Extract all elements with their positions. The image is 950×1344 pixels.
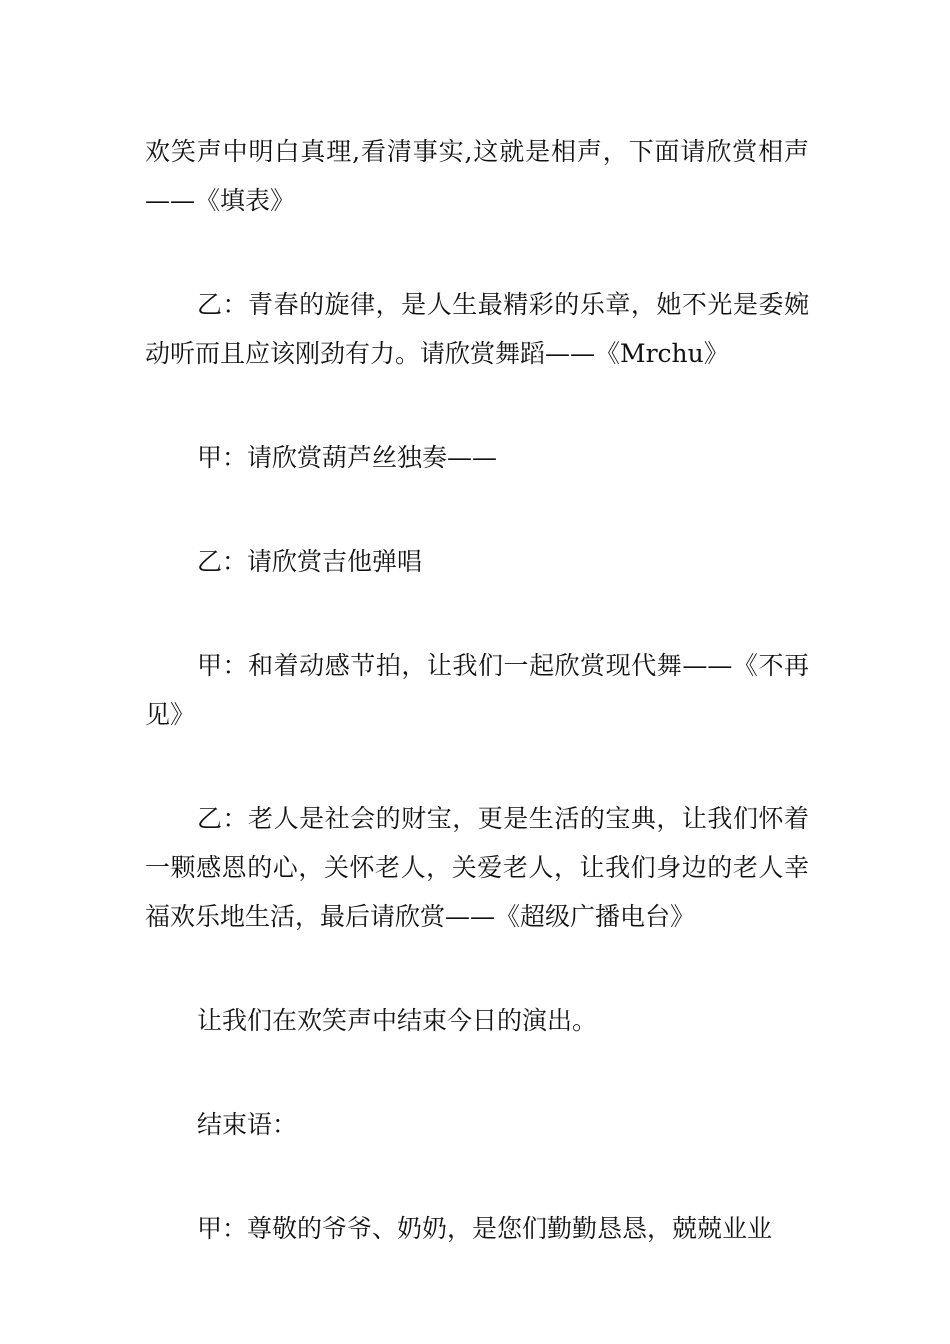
paragraph-2: 乙：青春的旋律，是人生最精彩的乐章，她不光是委婉动听而且应该刚劲有力。请欣赏舞蹈——《Mrchu》 (145, 290, 809, 368)
paragraph-1: 欢笑声中明白真理,看清事实,这就是相声，下面请欣赏相声——《填表》 (145, 137, 809, 215)
paragraph-6: 乙：老人是社会的财宝，更是生活的宝典，让我们怀着一颗感恩的心，关怀老人，关爱老人，让我们身边的老人幸福欢乐地生活，最后请欣赏——《超级广播电台》 (145, 804, 809, 931)
paragraph-5: 甲：和着动感节拍，让我们一起欣赏现代舞——《不再见》 (145, 651, 809, 729)
paragraph-9: 甲：尊敬的爷爷、奶奶，是您们勤勤恳恳，兢兢业业 (197, 1214, 773, 1243)
paragraph-7: 让我们在欢笑声中结束今日的演出。 (197, 1006, 598, 1035)
document-body (145, 127, 809, 1253)
paragraph-4: 乙：请欣赏吉他弹唱 (197, 547, 423, 576)
paragraph-3: 甲：请欣赏葫芦丝独奏—— (197, 443, 498, 472)
paragraph-8: 结束语： (197, 1110, 298, 1139)
